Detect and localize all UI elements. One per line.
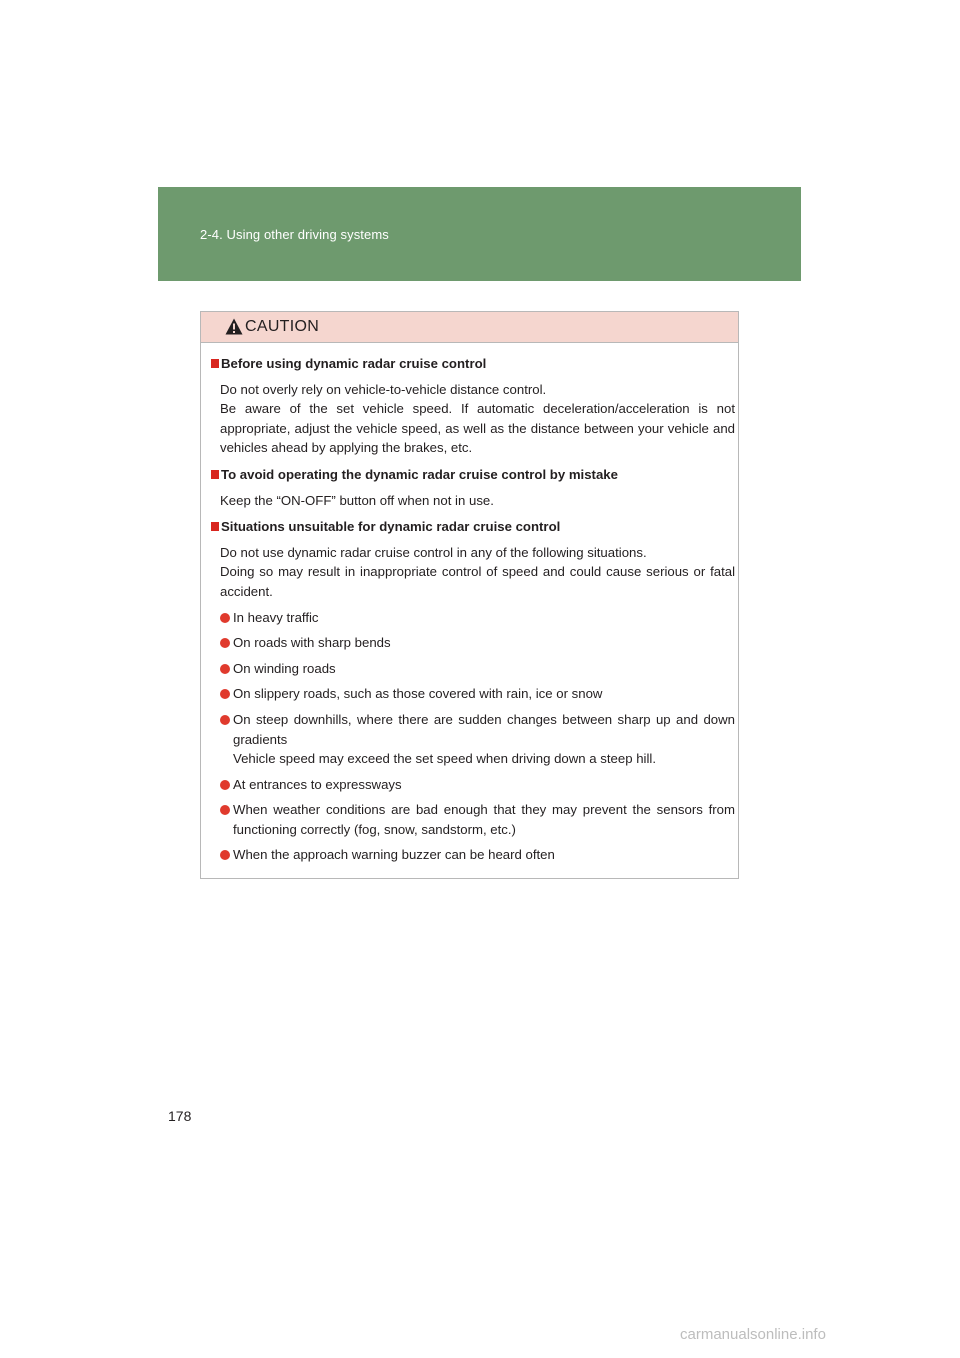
caution-title: CAUTION	[245, 318, 320, 335]
red-bullet-icon	[220, 805, 230, 815]
situation-list	[211, 608, 735, 866]
red-square-icon	[211, 470, 219, 479]
caution-body	[211, 354, 735, 871]
red-bullet-icon	[220, 850, 230, 860]
red-bullet-icon	[220, 780, 230, 790]
list-item: On steep downhills, where there are sudden changes between sharp up and down gradients Vehicle speed may exceed the set speed when driving down a steep hill.	[220, 710, 735, 769]
list-item: In heavy traffic	[220, 608, 735, 628]
warning-triangle-icon	[225, 318, 243, 335]
red-bullet-icon	[220, 638, 230, 648]
list-item: On slippery roads, such as those covered with rain, ice or snow	[220, 684, 735, 704]
page-number: 178	[168, 1108, 192, 1124]
section-heading: Before using dynamic radar cruise control	[211, 354, 735, 374]
section-paragraph: Keep the “ON-OFF” button off when not in use.	[220, 492, 494, 508]
list-item: When weather conditions are bad enough that they may prevent the sensors from functioning correctly (fog, snow, sandstorm, etc.)	[220, 800, 735, 839]
caution-header	[201, 312, 738, 343]
red-bullet-icon	[220, 613, 230, 623]
list-item: When the approach warning buzzer can be heard often	[220, 845, 735, 865]
red-bullet-icon	[220, 664, 230, 674]
red-bullet-icon	[220, 715, 230, 725]
red-square-icon	[211, 359, 219, 368]
list-item: On roads with sharp bends	[220, 633, 735, 653]
section-heading: Situations unsuitable for dynamic radar cruise control	[211, 517, 735, 537]
section-paragraph: Do not use dynamic radar cruise control in any of the following situations. Doing so may result in inappropriate control of speed and could cause serious or fatal accident.	[220, 544, 735, 599]
section-header-band	[158, 187, 801, 281]
caution-box	[200, 311, 739, 879]
list-item: At entrances to expressways	[220, 775, 735, 795]
list-item: On winding roads	[220, 659, 735, 679]
red-bullet-icon	[220, 689, 230, 699]
watermark: carmanualsonline.info	[680, 1326, 826, 1343]
section-title: 2-4. Using other driving systems	[200, 227, 389, 242]
section-paragraph: Do not overly rely on vehicle-to-vehicle distance control. Be aware of the set vehicle speed. If automatic deceleration/acceleration is not appropriate, adjust the vehicle speed, as well as the distance between your vehicle and vehicles ahead by applying the brakes, etc.	[220, 381, 735, 456]
section-heading: To avoid operating the dynamic radar cruise control by mistake	[211, 465, 735, 485]
red-square-icon	[211, 522, 219, 531]
